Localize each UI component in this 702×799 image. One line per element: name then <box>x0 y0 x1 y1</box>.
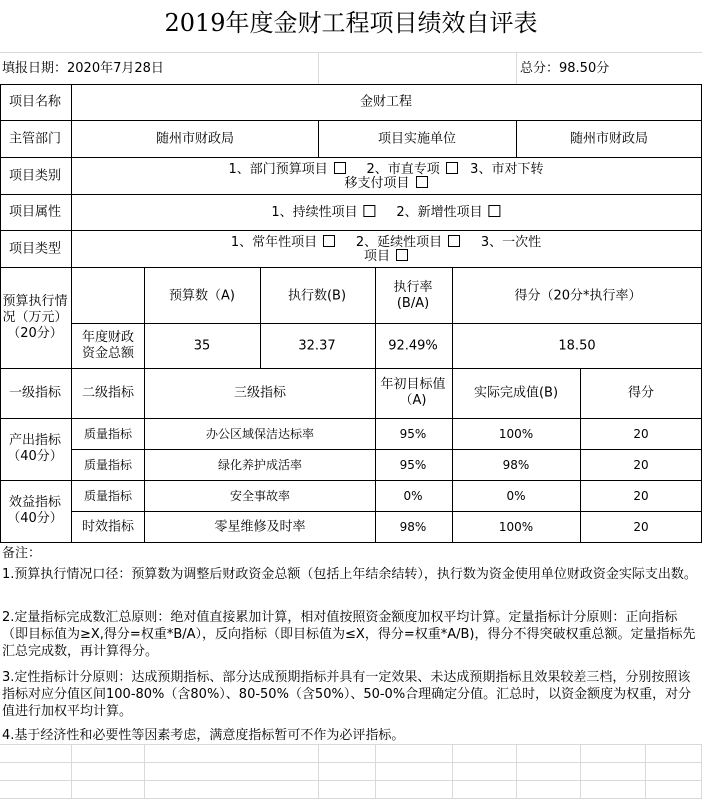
header-level1: 一级指标 <box>8 385 62 401</box>
attribute-options <box>271 205 500 219</box>
header-actual: 实际完成值(B) <box>473 385 559 401</box>
row-target: 0% <box>403 489 423 503</box>
type-options <box>228 235 544 263</box>
attribute-label: 项目属性 <box>8 204 62 220</box>
impl-value: 随州市财政局 <box>569 131 649 147</box>
group-benefit-label: 效益指标（40分） <box>7 495 63 526</box>
note-item-4: 4.基于经济性和必要性等因素考虑，满意度指标暂可不作为必评指标。 <box>2 728 405 743</box>
row-score: 20 <box>633 427 649 441</box>
budget-value-b: 32.37 <box>298 338 336 354</box>
budget-label: 预算执行情况（万元）（20分） <box>2 294 68 341</box>
fill-date: 填报日期：2020年7月28日 <box>2 61 164 76</box>
row-score: 20 <box>633 458 649 472</box>
category-option-label: 1、部门预算项目 <box>228 162 328 177</box>
row-actual: 100% <box>498 520 534 534</box>
row-score: 20 <box>633 520 649 534</box>
budget-header-rate: 执行率(B/A) <box>393 280 433 311</box>
dept-value: 随州市财政局 <box>155 131 235 147</box>
row-level2: 时效指标 <box>81 519 135 535</box>
row-level3: 绿化养护成活率 <box>217 458 303 472</box>
budget-value-score: 18.50 <box>558 338 596 354</box>
row-level2: 质量指标 <box>83 458 133 472</box>
attribute-option-label: 2、新增性项目 <box>396 205 483 220</box>
checkbox[interactable] <box>416 176 428 188</box>
row-level2: 质量指标 <box>83 427 133 441</box>
row-target: 98% <box>399 520 427 534</box>
budget-value-rate: 92.49% <box>388 338 438 354</box>
dept-label: 主管部门 <box>8 131 62 147</box>
row-level2: 质量指标 <box>83 489 133 503</box>
note-item-3: 3.定性指标计分原则：达成预期指标、部分达成预期指标并具有一定效果、未达成预期指标且效果较差三档，分别按照该指标对应分值区间100-80%（含80%）、80-50%（含50%）、50-0%合理确定分值。汇总时，以资金额度为权重，对分值进行加权平均计算。 <box>2 670 692 719</box>
attribute-option-label: 1、持续性项目 <box>271 205 358 220</box>
checkbox[interactable] <box>364 205 376 217</box>
header-score: 得分 <box>627 385 655 401</box>
budget-row-label: 年度财政资金总额 <box>81 330 134 361</box>
row-actual: 98% <box>502 458 530 472</box>
row-level3: 办公区域保洁达标率 <box>205 427 315 441</box>
category-options <box>228 162 544 190</box>
budget-header-score: 得分（20分*执行率） <box>514 288 642 304</box>
row-target: 95% <box>399 427 427 441</box>
row-score: 20 <box>633 489 649 503</box>
category-option-label: 3、市对下转移支付项目 <box>344 162 544 191</box>
total-score: 总分：98.50分 <box>520 61 610 76</box>
page-title: 2019年度金财工程项目绩效自评表 <box>164 9 538 37</box>
type-option-label: 3、一次性项目 <box>363 235 542 264</box>
checkbox[interactable] <box>396 249 408 261</box>
impl-label: 项目实施单位 <box>377 131 457 147</box>
type-option-label: 1、常年性项目 <box>230 235 318 250</box>
category-option-label: 2、市直专项 <box>366 162 440 177</box>
row-target: 95% <box>399 458 427 472</box>
project-name-value: 金财工程 <box>359 94 413 110</box>
checkbox[interactable] <box>446 162 458 174</box>
note-item-2: 2.定量指标完成数汇总原则：绝对值直接累加计算，相对值按照资金额度加权平均计算。定量指标计分原则：正向指标（即目标值为≥X,得分=权重*B/A），反向指标（即目标值为≤X，得分=权重*A/B)，得分不得突破权重总额。定量指标先汇总完成数，再计算得分。 <box>2 610 696 659</box>
group-output-label: 产出指标（40分） <box>7 433 63 464</box>
project-name-label: 项目名称 <box>8 94 62 110</box>
budget-header-b: 执行数(B) <box>287 288 347 304</box>
checkbox[interactable] <box>334 162 346 174</box>
note-item-1: 1.预算执行情况口径：预算数为调整后财政资金总额（包括上年结余结转），执行数为资金使用单位财政资金实际支出数。 <box>2 567 697 582</box>
notes-heading: 备注： <box>2 546 42 561</box>
header-target: 年初目标值（A) <box>380 377 446 408</box>
type-option-label: 2、延续性项目 <box>355 235 443 250</box>
row-level3: 安全事故率 <box>229 489 291 503</box>
header-level2: 二级指标 <box>81 385 135 401</box>
budget-header-a: 预算数（A) <box>169 288 235 304</box>
category-label: 项目类别 <box>8 168 62 184</box>
checkbox[interactable] <box>489 205 501 217</box>
row-actual: 0% <box>506 489 526 503</box>
type-label: 项目类型 <box>8 241 62 257</box>
budget-value-a: 35 <box>193 338 211 354</box>
row-level3: 零星维修及时率 <box>214 519 306 535</box>
row-actual: 100% <box>498 427 534 441</box>
checkbox[interactable] <box>323 235 335 247</box>
checkbox[interactable] <box>448 235 460 247</box>
header-level3: 三级指标 <box>233 385 287 401</box>
